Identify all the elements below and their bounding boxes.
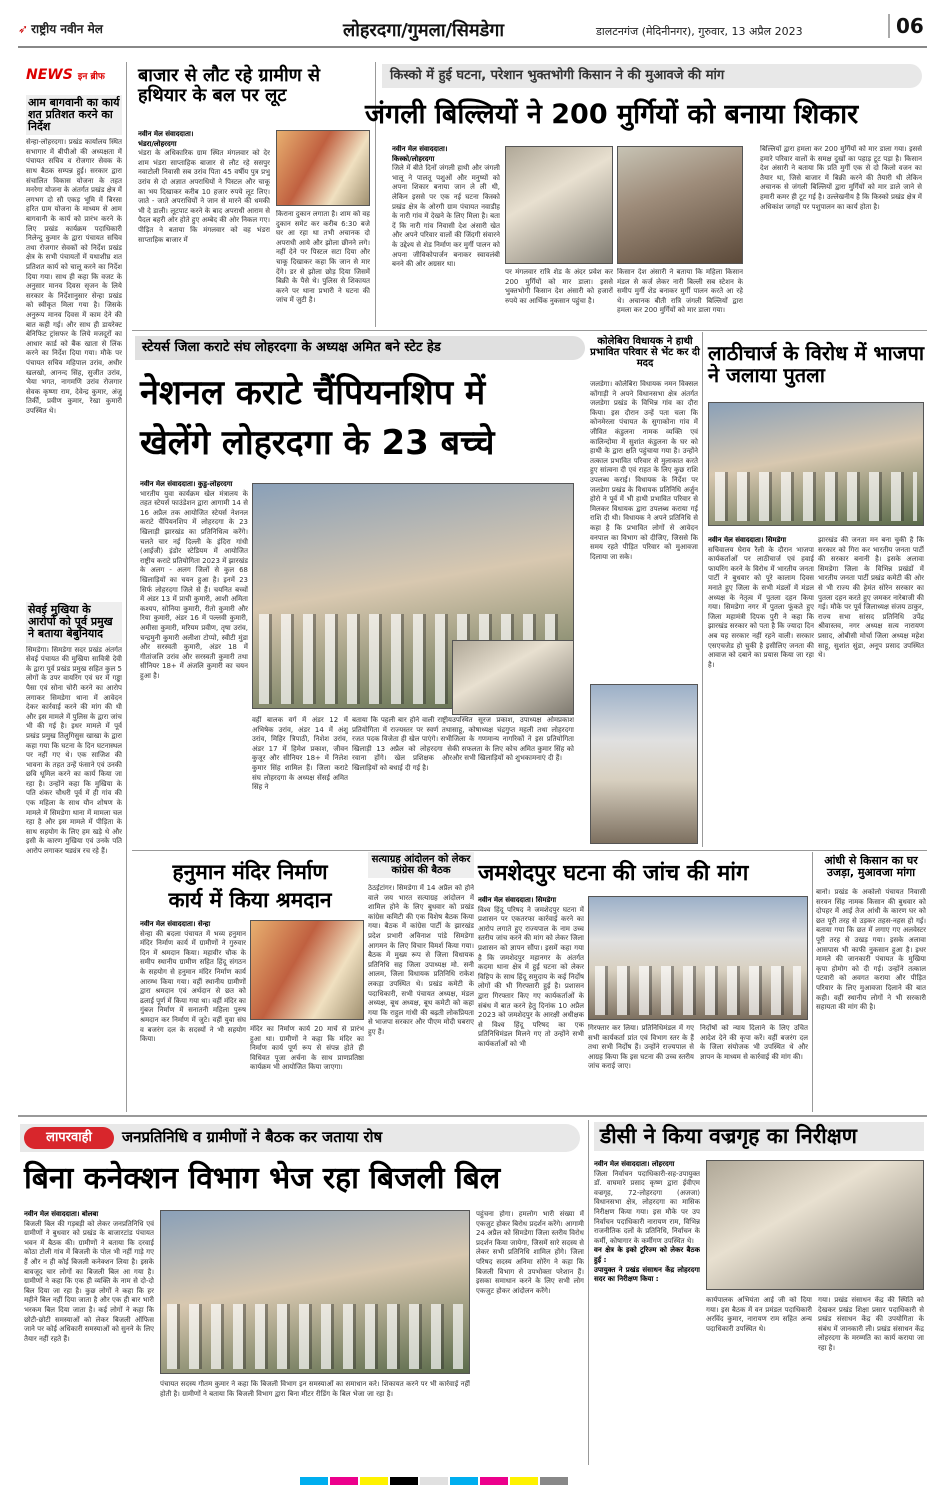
lathi-byline: नवीन मेल संवाददाता। सिमडेगा xyxy=(708,536,787,544)
lathi-text-b: झारखंड की जनता मन बना चुकी है कि सरकार को गिरा कर भारतीय जनता पार्टी की सरकार बनानी है। इसके अलावा सिमडेगा जिला के विभिन्न प्रखंडों में भारतीय जनता पार्टी प्रखंड कमेटी की ओर से भी राज्य की हेमंत सोरेन सरकार का पुतला दहन करते हुए जमकर नारेबाजी की गई। मौके पर पूर्व जिलाध्यक्ष संजय ठाकुर, राज्य सभा सांसद प्रतिनिधि उपेंद्र श्रीवास्तव, नगर अध्यक्ष सत्य नारायण प्रसाद, ओबीसी मोर्चा जिला अध्यक्ष महेश साहू, सुशांत सुंडा, अनूप प्रसाद उपस्थित थे। xyxy=(818,536,924,660)
karate-text-b: वहीं बालक वर्ग में अंडर 12 में अभिषेक उरांव, अंडर 14 में अंशु उरांव, मिहिर त्रिपाठी, निशेश उरांव, अंडर 17 में हिमेश प्रकाश, जीवन कुजूर और सीनियर 18+ में निलेश कुमार सिंह शामिल हैं। जिला कराटे संघ लोहरदगा के अध्यक्ष सेंसई अमित सिंह ने xyxy=(252,716,348,792)
masthead-text: राष्ट्रीय नवीन मेल xyxy=(31,22,103,36)
news-brief-label: NEWS इन ब्रीफ xyxy=(26,67,105,83)
hanuman-byline: नवीन मेल संवाददाता। सेन्हा xyxy=(140,920,211,928)
page-number: 06 xyxy=(888,14,924,38)
dc-subhead-1: वन क्षेत्र के इको टूरिज्म को लेकर बैठक हुई : xyxy=(594,1246,700,1264)
bijli-kicker: जनप्रतिनिधि व ग्रामीणों ने बैठक कर जताया रोष xyxy=(122,1128,383,1146)
dc-byline: नवीन मेल संवाददाता। लोहरदगा xyxy=(594,1160,675,1168)
satyagraha-text: ठेठईटांगर। सिमडेगा में 14 अप्रैल को होने वाले जय भारत सत्याग्रह आंदोलन में शामिल होने के लिए बुधवार को प्रखंड कांग्रेस कमिटी की एक विशेष बैठक किया गया। बैठक में कांग्रेस पार्टी के झारखंड प्रदेश प्रभारी अविनाश पांडे सिमडेगा आगमन के लिए विचार विमर्श किया गया। बैठक में मुख्य रूप से जिला विधायक प्रतिनिधि सह जिला उपाध्यक्ष मो. सनी आलम, जिला विधायक प्रतिनिधि राकेश लकड़ा उपस्थित थे। प्रखंड कमेटी के पदाधिकारी, सभी पंचायत अध्यक्ष, मंडल अध्यक्ष, बूथ अध्यक्ष, बूथ कमेटी को कहा गया कि राहुल गांधी की बढ़ती लोकप्रियता से भाजपा सरकार और पीएम मोदी घबराए हुए हैं। xyxy=(368,884,474,1036)
bijli-headline: बिना कनेक्शन विभाग भेज रहा बिजली बिल xyxy=(24,1161,501,1196)
story2-kicker: किस्को में हुई घटना, परेशान भुक्तभोगी किसान ने की मुआवजे की मांग xyxy=(390,68,725,83)
karate-strip-text: स्टेयर्स जिला कराटे संघ लोहरदगा के अध्यक्ष अमित बने स्टेट हेड xyxy=(142,340,441,355)
story2-text-b: किसान देश अंसारी ने बताया कि महिला किसान मंडल से कर्ज लेकर नारी बिल्ली सब स्टेशन के समीप मुर्गी शेड बनाकर मुर्गी पालन करते आ रहे थे। अचानक बीती रात्रि जंगली बिल्लियों द्वारा हमला कर 200 मुर्गियों को मार डाला गया। xyxy=(617,268,743,315)
page-header xyxy=(18,14,927,48)
dc-photo xyxy=(706,1160,924,1290)
karate-headline xyxy=(140,368,580,468)
print-color-bar xyxy=(300,1470,660,1480)
jamshedpur-text-b: गिरफ्तार कर लिया। प्रतिनिधिमंडल में गए सभी कार्यकर्ता प्रांत एवं विभाग स्तर के हैं तथा सभी निर्दोष हैं। उन्होंने राज्यपाल से आग्रह किया कि इस घटना की उच्च स्तरीय जांच कराई जाए। xyxy=(588,1024,694,1071)
story1-text-a: नवीन मेल संवाददाता। भंडरा/लोहरदगा भंडरा के अधिकारिक ग्राम स्थित मंगलवार को देर शाम भंडरा साप्ताहिक बाजार से लौट रहे ससपुर नवाटोली निवासी सब उरांव पिता 45 वर्षीय पुत्र प्रभु उरांव से दो अज्ञात अपराधियों ने पिस्टल और चाकू का भय दिखाकर करीब 10 हजार रुपये लूट लिए। जाते - जाते अपराधियों ने जान से मारने की धमकी भी दे डाली। लूटपाट करने के बाद अपराधी आराम से पैदल बहरी ओर होते हुए अम्बेद की ओर निकल गए। पीड़ित ने बताया कि मंगलवार को वह भंडरा साप्ताहिक बाजार में xyxy=(138,130,270,244)
bijli-byline: नवीन मेल संवाददाता। बोलबा xyxy=(24,1210,99,1218)
story2-caption: पर मंगलवार रात्रि शेड के अंदर प्रवेश कर 200 मुर्गियों को मार डाला। इससे भुक्तभोगी किसान देश अंसारी को हजारों रुपये का आर्थिक नुकसान पहुंचा है। xyxy=(505,268,613,305)
karate-text-a: नवीन मेल संवाददाता। कुडु-लोहरदगा भारतीय युवा कार्यक्रम खेल मंत्रालय के तहत स्टेयर्स फाउंडेशन द्वारा आगामी 14 से 16 अप्रैल तक आयोजित स्टेयर्स नेशनल कराटे चैंपियनशिप में लोहरदगा के 23 खिलाड़ी झारखंड का प्रतिनिधित्व करेंगे। चलते चार नई दिल्ली के इंदिरा गांधी (आईजी) इंडोर स्टेडियम में आयोजित राष्ट्रीय कराटे प्रतियोगिता 2023 में झारखंड के अलग - अलग जिलों से कुल 68 खिलाड़ियों का चयन हुआ है। इनमें 23 सिर्फ लोहरदगा जिले से हैं। चयनित बच्चों में अंडर 13 में प्राची कुमारी, आशी अमिता कश्यप, सोनिया कुमारी, रीतो कुमारी और रिया कुमारी, अंडर 16 में पल्लवी कुमारी, अमीसा कुमारी, मरियम प्रवीण, तृषा उरांव, चन्द्रमुनी कुमारी अलीशा टोप्पो, स्वीटी मुंडा और सरस्वती कुमारी, अंडर 18 में गीतांजलि उरांव और सरस्वती कुमारी तथा सीनियर 18+ में अंजलि कुमारी का चयन हुआ है। xyxy=(140,480,248,680)
story1-text-b: किराना दुकान लगाता है। शाम को वह दुकान समेट कर करीब 6:30 बजे घर आ रहा था तभी अचानक दो अपराधी आये और झोला छीनने लगे। नहीं देने पर पिस्टल सटा दिया और चाकू दिखाकर कहा कि जान से मार देंगे। डर से झोला छोड़ दिया जिसमें बिक्री के पैसे थे। पुलिस से शिकायत करने पर थाना प्रभारी ने घटना की जांच में जुटी है। xyxy=(276,210,370,305)
karate-text-c: बताया कि पहली बार होने वाली राष्ट्रीय प्रतियोगिता में राज्यस्तर पर स्वर्ण तथा रजत पदक विजेता ही खेल पाएंगे। सभी खिलाड़ी 13 अप्रैल को लोहरदगा से रवाना होंगे। खेल प्रशिक्षक और खिलाड़ियों को बधाई दी गई है। xyxy=(352,716,452,772)
news-brief-column xyxy=(26,64,122,984)
aandhi-text: बानो। प्रखंड के अकोलो पंचायत निवासी सरवन सिंह नामक किसान की बुधवार को दोपहर में आई तेज आंधी के कारण घर को छत पूरी तरह से उड़कर तहस-नहस हो गई। बताया गया कि छत में लगाए गए अलवेस्टर पूरी तरह से उखड़ गया। इसके अलावा आसपास भी काफी नुकसान हुआ है। इधर मामले की जानकारी पंचायत के मुखिया कृपा होमोग को दी गई। उन्होंने तत्काल पटवारी को अवगत कराया और पीड़ित परिवार के लिए मुआवजा दिलाने की बात कही। वहीं स्थानीय लोगों ने भी सरकारी सहायता की मांग की है। xyxy=(816,888,926,1012)
aandhi-headline: आंधी से किसान का घर उजड़ा, मुआवजा मांगा xyxy=(824,854,918,880)
jamshedpur-photo xyxy=(588,896,808,1020)
story1-headline: बाजार से लौट रहे ग्रामीण से हथियार के बल पर लूट xyxy=(138,65,321,106)
bijli-tag: लापरवाही xyxy=(24,1127,114,1149)
dc-subhead-2: उपायुक्त ने प्रखंड संसाधन केंद्र लोहरदगा सदर का निरीक्षण किया : xyxy=(594,1265,700,1284)
jamshedpur-text-c: निर्दोषों को न्याय दिलाने के लिए उचित आदेश देने की कृपा करें। वहीं बजरंग दल के जिला संयोजक भी उपस्थित थे और ज्ञापन के माध्यम से कार्रवाई की मांग की। xyxy=(700,1024,808,1061)
karate-headline-line1: नेशनल कराटे चैंपियनशिप में xyxy=(140,373,486,413)
story1-place: भंडरा/लोहरदगा xyxy=(138,139,177,148)
story2-photo-2 xyxy=(617,146,743,264)
story1-photo xyxy=(276,130,370,206)
hanuman-text-b: मंदिर का निर्माण कार्य 20 मार्च से प्रारंभ हुआ था। ग्रामीणों ने कहा कि मंदिर का निर्माण कार्य पूर्ण रूप से संपन्न होते ही विधिवत पूजा अर्चना के साथ प्राणप्रतिष्ठा कार्यक्रम भी आयोजित किया जाएगा। xyxy=(250,1025,364,1072)
jamshedpur-text-a: नवीन मेल संवाददाता। सिमडेगा विश्व हिंदू परिषद ने जमशेदपुर घटना में प्रशासन पर एकतरफा कार्रवाई करने का आरोप लगाते हुए राज्यपाल के नाम उच्च स्तरीय जांच करने की मांग को लेकर जिला प्रशासन को ज्ञापन सौंपा। इसमें कहा गया है कि जमशेदपुर महानगर के अंतर्गत कदमा थाना क्षेत्र में हुई घटना को लेकर विहिप के साथ हिंदू समुदाय के कई निर्दोष लोगों की भी गिरफ्तारी हुई है। प्रशासन द्वारा गिरफ्तार किए गए कार्यकर्ताओं के संबंध में बात करने हेतु दिनांक 10 अप्रैल 2023 को जमशेदपुर के आरक्षी अधीक्षक से विश्व हिंदू परिषद का एक प्रतिनिधिमंडल मिलने गए तो उन्होंने सभी कार्यकर्ताओं को भी xyxy=(478,896,584,1048)
brief-text-1: सेन्हा-लोहरदगा। प्रखंड कार्यालय स्थित सभागार में बीपीओ की अध्यक्षता में पंचायत सचिव व रोजगार सेवक के साथ बैठक सम्पन्न हुई। सरकार द्वारा संचालित विकास योजना के तहत मनरेगा योजना के अंतर्गत प्रखंड क्षेत्र में लगभग दो सौ एकड़ भूमि में बिरसा हरित ग्राम योजना के माध्यम से आम बागवानी के कार्य को प्रारंभ करने के लिए प्रखंड कार्यक्रम पदाधिकारी निलेन्दु कुमार के द्वारा पंचायत सचिव तथा रोजगार सेवकों को निर्देश प्रखंड क्षेत्र के सभी पंचायतों में यथाशीघ्र शत प्रतिशत कार्य को चालू करने का निर्देश दिया गया। साथ ही कहा कि वजट के अनुसार मानव दिवस सृजन के लिये सरकार के निर्देशानुसार सेन्हा प्रखंड को स्वीकृत मिला गया है। जिसके अनुरूप मानव दिवस में काम देने की बात कही गई। और साथ ही डायरेक्ट बेनिफिट ट्रांसफर के लिये मजदूरों का आधार कार्ड को बैंक खाता से लिंक करने का निर्देश दिया गया। मौके पर पंचायत सचिव महिपाल उरांव, अधीर खलखो, आनन्द सिंह, सुजीत उरांव, भैया भगत, नागमणि उरांव रोजगार सेवक कृष्णा राम, देवेन्द्र कुमार, अंजु तिर्की, प्रवीण कुमार, रेखा कुमारी उपस्थित थे। xyxy=(26,138,122,415)
lathi-text-a: नवीन मेल संवाददाता। सिमडेगा सचिवालय घेराव रैली के दौरान भाजपा कार्यकर्ताओं पर लाठीचार्ज एवं हवाई फायरिंग करने के विरोध में भारतीय जनता पार्टी ने बुधवार को पूरे कालाम दिवस मनाते हुए जिला के सभी मंडलों में मंडल अध्यक्ष के नेतृत्व में पुतला दहन किया गया। सिमडेगा नगर में पुतला फूंकते हुए जिला महामंत्री दिपक पुरी ने कहा कि झारखंड सरकार को पता है कि ज्यादा दिन अब यह सरकार नहीं रहने वाली। सरकार एसएचजेड हो चुकी है इसीलिए जनता की आवाज को दबाने का प्रयास किया जा रहा है। xyxy=(708,536,814,669)
bijli-text-b: पंचायत सदस्य गौतम कुमार ने कहा कि बिजली विभाग इन समस्याओं का समाधान करे। शिकायत करने पर भी कार्रवाई नहीं होती है। ग्रामीणों ने बताया कि बिजली विभाग द्वारा बिना मीटर रीडिंग के बिल भेजा जा रहा है। xyxy=(160,1380,470,1398)
bijli-meeting-photo xyxy=(160,1210,470,1374)
masthead xyxy=(18,20,103,37)
karate-photo-2 xyxy=(452,640,574,715)
dateline: डालटनगंज (मेदिनीनगर), गुरुवार, 13 अप्रैल 2023 xyxy=(596,25,803,38)
page-title: लोहरदगा/गुमला/सिमडेगा xyxy=(343,20,505,41)
jamshedpur-headline: जमशेदपुर घटना की जांच की मांग xyxy=(478,861,749,886)
hanuman-photo xyxy=(250,920,364,1020)
story2-photo-1 xyxy=(505,146,613,264)
lathi-headline: लाठीचार्ज के विरोध में भाजपा ने जलाया पुतला xyxy=(708,341,925,387)
bijli-text-c: पहुंचना होगा। हमलोग भारी संख्या में एकजुट होकर बिरोध प्रदर्शन करेंगे। आगामी 24 अप्रैल को सिमडेगा जिला स्तरीय विरोध प्रदर्शन किया जायेगा, जिसमें सारे सदस्य से लेकर सभी प्रतिनिधि शामिल होंगे। जिला परिषद सदस्य अनिमा सोरेंग ने कहा कि बिजली विभाग से उपभोक्ता परेशान हैं। इसका समाधान करने के लिए सभी लोग एकजुट होकर आंदोलन करेंगे। xyxy=(476,1210,584,1295)
story2-place: किस्को/लोहरदगा xyxy=(392,154,435,163)
dc-headline: डीसी ने किया वज्रगृह का निरीक्षण xyxy=(594,1122,924,1151)
bird-icon: ➶ xyxy=(18,22,29,36)
kolebira-text: जलडेगा। कोलेबिरा विधायक नमन विक्सल कोंगाड़ी ने अपने विधानसभा क्षेत्र अंतर्गत जलडेगा प्रखंड के विभिन्न गांव का दौरा किया। इस दौरान उन्हें पता चला कि कोनमेरला पंचायत के सुगाकोना गांव में जीवित कंडुलना नामक व्यक्ति एवं कालिन्दोमा में सुशांत कंडुलना के घर को हाथी के द्वारा क्षति पहुंचाया गया है। उन्होंने तत्काल प्रभावित परिवार से मुलाकात करते हुए सांत्वना दी एवं राहत के लिए कुछ राशि उपलब्ध कराई। विधायक के निर्देश पर जलडेगा प्रखंड के विधायक प्रतिनिधि अर्जुन होरो ने पूर्व में भी हाथी प्रभावित परिवार से मिलकर विधायक द्वारा उपलब्ध कराया गई राशि दी थी। विधायक ने अपने प्रतिनिधि से कहा है कि प्रभावित लोगों से आवेदन वनपाल का विभाग को दीजिए, जिससे कि समय रहते पीड़ित परिवार को मुआवजा दिलाया जा सके। xyxy=(590,380,698,561)
brief-headline-2: सेवई मुखिया के आरोपों को पूर्व प्रमुख ने बताया बेबुनियाद xyxy=(26,602,122,642)
dc-text-b: कार्यपालक अभियंता आई जी को दिया गया। इस बैठक में वन प्रमंडल पदाधिकारी अरविंद कुमार, नारायण राम सहित अन्य पदाधिकारी उपस्थित थे। xyxy=(706,1296,812,1333)
kolebira-headline: कोलेबिरा विधायक ने हाथी प्रभावित परिवार से भेंट कर दी मदद xyxy=(590,336,700,369)
kolebira-photo xyxy=(590,684,698,844)
karate-byline: नवीन मेल संवाददाता। कुडु-लोहरदगा xyxy=(140,480,233,488)
hanuman-headline-line2: कार्य में किया श्रमदान xyxy=(168,888,332,912)
jamshedpur-byline: नवीन मेल संवाददाता। सिमडेगा xyxy=(478,896,557,904)
story2-text-a: नवीन मेल संवाददाता। किस्को/लोहरदगा जिले में बीते दिनों जंगली हाथी और जंगली भालू ने पालतू पशुओं और मनुष्यों को अपना शिकार बनाया जान ले ली थी, लेकिन इससे पर एक नई घटना किस्को प्रखंड क्षेत्र के ओरगी ग्राम पंचायत नवाडीह के नारी गांव में देखने के लिए मिला है। बता दें कि नारी गांव निवासी देश अंसारी खेत और अपने परिवार वालों की जिंदगी संवारने के उद्देश्य से शेड निर्माण कर मुर्गी पालन को अपना जीविकोपार्जन बनाकर स्वावलंबी बनने की ओर अग्रसर था। xyxy=(392,145,500,269)
lathi-photo xyxy=(708,402,924,526)
story2-text-c: बिल्लियों द्वारा हमला कर 200 मुर्गियों को मार डाला गया। इससे हमारे परिवार वालों के समक्ष दुखों का पहाड़ टूट पड़ा है। किसान देश अंसारी ने बताया कि प्रति मुर्गी एक से दो किलो वजन का तैयार था, जिसे बाजार में बिक्री करने की तैयारी थी लेकिन अचानक से जंगली बिल्लियों द्वारा मुर्गियों को मार डाले जाने से हमारी कमर ही टूट गई है। उल्लेखनीय है कि किस्को प्रखंड क्षेत्र में अधिकांश जगहों पर पशुपालन का कार्य होता है। xyxy=(760,145,922,211)
hanuman-text-a: नवीन मेल संवाददाता। सेन्हा सेन्हा की बदला पंचायत में भव्य हनुमान मंदिर निर्माण कार्य में ग्रामीणों ने गुरुवार दिन में श्रमदान किया। महावीर चौक के समीप स्थानीय ग्रामीण सहित हिंदू संगठन के सहयोग से हनुमान मंदिर निर्माण कार्य आरम्भ किया गया। वहीं स्थानीय ग्रामीणों द्वारा श्रमदान एवं अर्थदान से छत को ढलाई पूर्ण में किया गया था। वहीं मंदिर का गुंबज निर्माण में सनातनी महिला पुरुष श्रमदान कर निर्माण में जुटे। वहीं युवा संघ व बजरंग दल के सदस्यों ने भी सहयोग किया। xyxy=(140,920,246,1044)
story2-byline: नवीन मेल संवाददाता। xyxy=(392,145,448,153)
hanuman-headline-line1: हनुमान मंदिर निर्माण xyxy=(172,860,328,884)
story2-headline: जंगली बिल्लियों ने 200 मुर्गियों को बनाया शिकार xyxy=(365,99,859,130)
karate-headline-line2: खेलेंगे लोहरदगा के 23 बच्चे xyxy=(140,423,495,463)
brief-headline-1: आम बागवानी का कार्य शत प्रतिशत करने का निर्देश xyxy=(26,95,122,135)
dc-text-c: गया। प्रखंड संसाधन केंद्र की स्थिति को देखकर प्रखंड शिक्षा प्रसार पदाधिकारी से प्रखंड संसाधन केंद्र की उपयोगिता के संबंध में जानकारी ली। प्रखंड संसाधन केंद्र लोहरदगा के मरम्मति का कार्य कराया जा रहा है। xyxy=(818,1296,924,1352)
bijli-text-a: नवीन मेल संवाददाता। बोलबा बिजली बिल की गड़बड़ी को लेकर जनप्रतिनिधि एवं ग्रामीणों ने बुधवार को प्रखंड के बाजारटांड पंचायत भवन में बैठक की। ग्रामीणों ने बताया कि दरवाई कोठा टोली गांव में बिजली के पोल भी नहीं गाड़े गए हैं और न ही कोई बिजली कनेक्शन लिया है। इसके बावजूद चार लोगों का बिजली बिल आ गया है। ग्रामीणों ने कहा कि एक ही व्यक्ति के नाम से दो-दो बिल दिया जा रहा है। कुछ लोगों ने कहा कि हर महीने बिल नहीं दिया जाता है और एक ही बार भारी भरकम बिल दिया जाता है। कई लोगों ने कहा कि छोटी-छोटी समस्याओं को लेकर बिजली ऑफिस जाने पर कोई अधिकारी समस्याओं को सुनने के लिए तैयार नहीं रहते हैं। xyxy=(24,1210,154,1343)
satyagraha-headline: सत्याग्रह आंदोलन को लेकर कांग्रेस की बैठक xyxy=(368,852,474,878)
brief-text-2: सिमडेगा। सिमडेगा सदर प्रखंड अंतर्गत सेवई पंचायत की मुखिया सावित्री देवी के द्वारा पूर्व प्रखंड प्रमुख सहित कुल 5 लोगों के उपर वायरिंग एवं घर में गड्ढा पैसा एवं सोना चोरी करने का आरोप लगाकर सिमडेगा थाना में आवेदन देकर कार्रवाई करने की मांग की थी और इस मामले में पुलिस के द्वारा जांच भी की गई है। इधर मामले में पूर्व प्रखंड प्रमुख तिलुगिसुस खाखा के द्वारा कहा गया कि घटना के दिन घटनास्थल पर नहीं गए थे। एक साजिश की भावना के तहत उन्हें फंसाने एवं उनकी छवि धूमिल करने का कार्य किया जा रहा है। उन्होंने कहा कि मुखिया के पति शंकर चौधरी पूर्व में ही गांव की एक महिला के साथ यौन शोषण के मामले में सिमडेगा थाना में मामला चल रहा है और इस मामले में पीड़िता के साथ सहयोग के लिए हम खड़े थे और इसी के कारण मुखिया एवं उनके पति आरोप लगाकर षड्यंत्र रच रहे हैं। xyxy=(26,645,122,856)
hanuman-headline xyxy=(140,858,360,914)
story1-byline: नवीन मेल संवाददाता। xyxy=(138,130,194,138)
dc-text-a: नवीन मेल संवाददाता। लोहरदगा जिला निर्वाचन पदाधिकारी-सह-उपायुक्त डॉ. वाघमारे प्रसाद कृष्ण द्वारा ईवीएम वज्रगृह, 72-लोहरदगा (अजजा) विधानसभा क्षेत्र, लोहरदगा का मासिक निरीक्षण किया गया। इस मौके पर उप निर्वाचन पदाधिकारी नारायण राम, विभिन्न राजनीतिक दलों के प्रतिनिधि, निर्वाचन के कर्मी, कोषागार के कर्मीगण उपस्थित थे। वन क्षेत्र के इको टूरिज्म को लेकर बैठक हुई : उपायुक्त ने प्रखंड संसाधन केंद्र लोहरदगा सदर का निरीक्षण किया : xyxy=(594,1160,700,1284)
karate-text-d: उपस्थित सूरज प्रकाश, उपाध्यक्ष ओमप्रकाश साहू, कोषाध्यक्ष चंद्रगुप्त महली तथा लोहरदगा जिला के गणमान्य नागरिकों ने इस प्रतियोगिता की सफलता के लिए कोच अमित कुमार सिंह को और सभी खिलाड़ियों को शुभकामनाएं दी हैं। xyxy=(452,716,574,763)
